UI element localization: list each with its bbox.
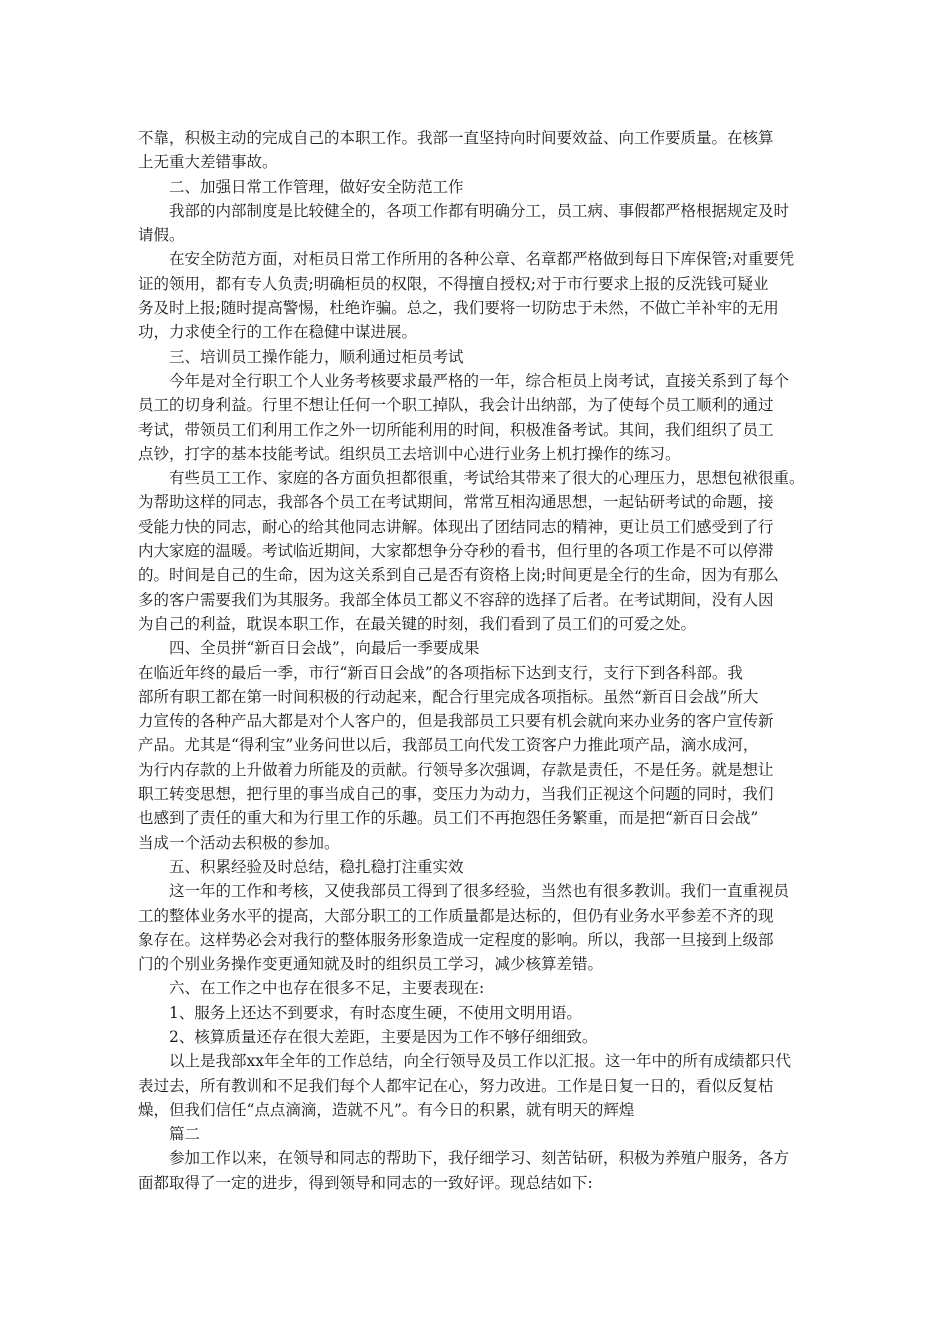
paragraph (138, 199, 814, 248)
text-line: 内大家庭的温暖。考试临近期间，大家都想争分夺秒的看书，但行里的各项工作是不可以停滞 (138, 542, 774, 561)
text-line: 为行内存款的上升做着力所能及的贡献。行领导多次强调，存款是责任，不是任务。就是想让 (138, 760, 774, 779)
text-line: 部所有职工都在第一时间积极的行动起来，配合行里完成各项指标。虽然“新百日会战”所大 (138, 687, 759, 706)
text-line: 门的个别业务操作变更通知就及时的组织员工学习，减少核算差错。 (138, 955, 604, 974)
text-line: 四、全员拼“新百日会战”，向最后一季要成果 (169, 639, 480, 658)
text-line: 面都取得了一定的进步，得到领导和同志的一致好评。现总结如下: (138, 1173, 593, 1192)
text-line: 六、在工作之中也存在很多不足，主要表现在: (169, 979, 485, 998)
text-line: 请假。 (138, 226, 185, 245)
paragraph (138, 466, 814, 636)
paragraph (138, 1025, 814, 1049)
paragraph (138, 175, 814, 199)
paragraph (138, 1001, 814, 1025)
text-line: 为帮助这样的同志，我部各个员工在考试期间，常常互相沟通思想，一起钻研考试的命题，接 (138, 493, 774, 512)
text-line: 多的客户需要我们为其服务。我部全体员工都义不容辞的选择了后者。在考试期间，没有人因 (138, 590, 774, 609)
text-line: 有些员工工作、家庭的各方面负担都很重，考试给其带来了很大的心理压力，思想包袱很重。 (169, 469, 805, 488)
text-line: 员工的切身利益。行里不想让任何一个职工掉队，我会计出纳部，为了使每个员工顺利的通过 (138, 396, 774, 415)
text-line: 务及时上报;随时提高警惕，杜绝诈骗。总之，我们要将一切防忠于未然，不做亡羊补牢的无用 (138, 299, 779, 318)
text-line: 1、服务上还达不到要求，有时态度生硬，不使用文明用语。 (169, 1003, 582, 1022)
paragraph (138, 879, 814, 976)
text-line: 受能力快的同志，耐心的给其他同志讲解。体现出了团结同志的精神，更让员工们感受到了行 (138, 517, 774, 536)
text-line: 二、加强日常工作管理，做好安全防范工作 (169, 177, 464, 196)
paragraph (138, 855, 814, 879)
paragraph (138, 345, 814, 369)
text-line: 为自己的利益，耽误本职工作，在最关键的时刻，我们看到了员工们的可爱之处。 (138, 614, 697, 633)
paragraph (138, 661, 814, 855)
paragraph (138, 247, 814, 344)
document-body (138, 126, 814, 1195)
text-line: 证的领用，都有专人负责;明确柜员的权限，不得擅自授权;对于市行要求上报的反洗钱可疑业 (138, 274, 769, 293)
text-line: 在安全防范方面，对柜员日常工作所用的各种公章、名章都严格做到每日下库保管;对重要凭 (169, 250, 795, 269)
text-line: 也感到了责任的重大和为行里工作的乐趣。员工们不再抱怨任务繁重，而是把“新百日会战” (138, 809, 759, 828)
text-line: 当成一个活动去积极的参加。 (138, 833, 340, 852)
paragraph (138, 1049, 814, 1122)
paragraph (138, 1146, 814, 1195)
paragraph (138, 126, 814, 175)
paragraph (138, 636, 814, 660)
paragraph (138, 369, 814, 466)
text-line: 力宣传的各种产品大都是对个人客户的，但是我部员工只要有机会就向来办业务的客户宣传新 (138, 712, 774, 731)
text-line: 以上是我部xx年全年的工作总结，向全行领导及员工作以汇报。这一年中的所有成绩都只代 (169, 1052, 791, 1071)
text-line: 在临近年终的最后一季，市行“新百日会战”的各项指标下达到支行，支行下到各科部。我 (138, 663, 743, 682)
text-line: 今年是对全行职工个人业务考核要求最严格的一年，综合柜员上岗考试，直接关系到了每个 (169, 371, 790, 390)
text-line: 职工转变思想，把行里的事当成自己的事，变压力为动力，当我们正视这个问题的同时，我们 (138, 785, 774, 804)
text-line: 点钞，打字的基本技能考试。组织员工去培训中心进行业务上机打操作的练习。 (138, 444, 681, 463)
text-line: 五、积累经验及时总结，稳扎稳打注重实效 (169, 857, 464, 876)
text-line: 不靠，积极主动的完成自己的本职工作。我部一直坚持向时间要效益、向工作要质量。在核算 (138, 129, 774, 147)
text-line: 参加工作以来，在领导和同志的帮助下，我仔细学习、刻苦钻研，积极为养殖户服务，各方 (169, 1149, 790, 1168)
text-line: 产品。尤其是“得利宝”业务问世以后，我部员工向代发工资客户力推此项产品，滴水成河， (138, 736, 759, 755)
text-line: 燥，但我们信任“点点滴滴，造就不凡”。有今日的积累，就有明天的辉煌 (138, 1100, 635, 1119)
text-line: 2、核算质量还存在很大差距，主要是因为工作不够仔细细致。 (169, 1027, 598, 1046)
text-line: 篇二 (169, 1125, 201, 1144)
paragraph (138, 976, 814, 1000)
text-line: 考试，带领员工们利用工作之外一切所能利用的时间，积极准备考试。其间，我们组织了员工 (138, 420, 774, 439)
text-line: 象存在。这样势必会对我行的整体服务形象造成一定程度的影响。所以，我部一旦接到上级部 (138, 930, 774, 949)
text-line: 我部的内部制度是比较健全的，各项工作都有明确分工，员工病、事假都严格根据规定及时 (169, 201, 790, 220)
text-line: 上无重大差错事故。 (138, 153, 278, 172)
text-line: 的。时间是自己的生命，因为这关系到自己是否有资格上岗;时间更是全行的生命，因为有那么 (138, 566, 779, 585)
text-line: 工的整体业务水平的提高，大部分职工的工作质量都是达标的，但仍有业务水平参差不齐的现 (138, 906, 774, 925)
text-line: 功，力求使全行的工作在稳健中谋进展。 (138, 323, 418, 342)
text-line: 表过去，所有教训和不足我们每个人都牢记在心，努力改进。工作是日复一日的，看似反复枯 (138, 1076, 774, 1095)
paragraph (138, 1122, 814, 1146)
text-line: 三、培训员工操作能力，顺利通过柜员考试 (169, 347, 464, 366)
text-line: 这一年的工作和考核，又使我部员工得到了很多经验，当然也有很多教训。我们一直重视员 (169, 882, 790, 901)
